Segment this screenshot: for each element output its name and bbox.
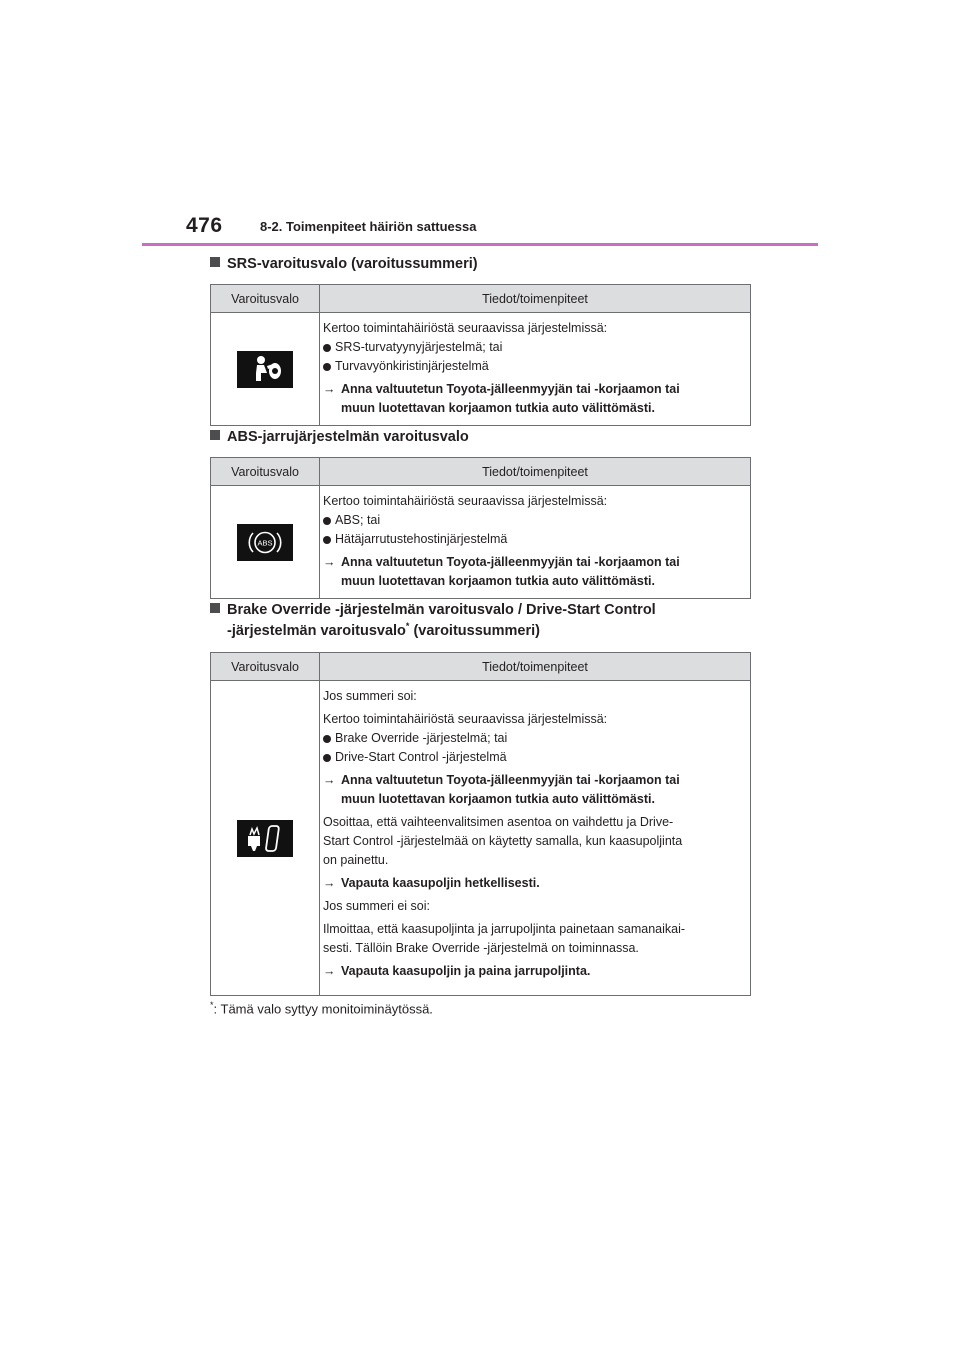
- header-divider: [142, 243, 818, 246]
- srs-action-text: → Anna valtuutetun Toyota-jälleenmyyjän tai -korjaamon tai muun luotettavan korjaamon tutkia auto välittömästi.: [323, 380, 744, 418]
- srs-airbag-warning-icon: [237, 351, 293, 388]
- shift-action-text: → Vapauta kaasupoljin hetkellisesti.: [323, 874, 744, 893]
- buzzer-on-text: Jos summeri soi:: [323, 689, 417, 703]
- abs-action-text: → Anna valtuutetun Toyota-jälleenmyyjän tai -korjaamon tai muun luotettavan korjaamon tutkia auto välittömästi.: [323, 553, 744, 591]
- brake-action-text: → Anna valtuutetun Toyota-jälleenmyyjän tai -korjaamon tai muun luotettavan korjaamon tutkia auto välittömästi.: [323, 771, 744, 809]
- heading-square-icon: [210, 430, 220, 440]
- column-header-warning-light: Varoitusvalo: [211, 653, 320, 681]
- arrow-icon: →: [323, 773, 336, 787]
- section-heading-abs: ABS-jarrujärjestelmän varoitusvalo: [210, 427, 469, 448]
- abs-warning-icon: [237, 524, 293, 561]
- column-header-warning-light: Varoitusvalo: [211, 458, 320, 486]
- list-item: Brake Override -järjestelmä; tai: [323, 729, 744, 748]
- buzzer-off-text: Jos summeri ei soi:: [323, 899, 430, 913]
- heading-square-icon: [210, 257, 220, 267]
- arrow-icon: →: [323, 555, 336, 569]
- brake-override-warning-table: [210, 652, 751, 996]
- column-header-details: Tiedot/toimenpiteet: [320, 285, 751, 313]
- pedal-info-text: Ilmoittaa, että kaasupoljinta ja jarrupoljinta painetaan samanaikai- sesti. Tällöin Brake Override -järjestelmä on toiminnassa.: [323, 922, 686, 955]
- brake-intro-text: Kertoo toimintahäiriöstä seuraavissa järjestelmissä:: [323, 712, 608, 726]
- column-header-details: Tiedot/toimenpiteet: [320, 458, 751, 486]
- section-heading-srs: SRS-varoitusvalo (varoitussummeri): [210, 254, 478, 275]
- section-heading-brake-override: Brake Override -järjestelmän varoitusvalo / Drive-Start Control -järjestelmän varoitusvalo* (varoitussummeri): [210, 600, 656, 642]
- footnote: *: Tämä valo syttyy monitoiminäytössä.: [210, 1000, 433, 1017]
- abs-warning-table: [210, 457, 751, 599]
- list-item: Turvavyönkiristinjärjestelmä: [323, 357, 744, 376]
- brake-override-warning-icon: [237, 820, 293, 857]
- abs-intro-text: Kertoo toimintahäiriöstä seuraavissa järjestelmissä:: [323, 494, 608, 508]
- arrow-icon: →: [323, 876, 336, 890]
- srs-intro-text: Kertoo toimintahäiriöstä seuraavissa järjestelmissä:: [323, 321, 608, 335]
- svg-text:ABS: ABS: [257, 538, 273, 547]
- shift-info-text: Osoittaa, että vaihteenvalitsimen asentoa on vaihdettu ja Drive- Start Control -järjestelmää on käytetty samalla, kun kaasupoljinta on painettu.: [323, 815, 683, 867]
- pedal-action-text: → Vapauta kaasupoljin ja paina jarrupoljinta.: [323, 962, 744, 981]
- arrow-icon: →: [323, 964, 336, 978]
- list-item: SRS-turvatyynyjärjestelmä; tai: [323, 338, 744, 357]
- list-item: Drive-Start Control -järjestelmä: [323, 748, 744, 767]
- arrow-icon: →: [323, 382, 336, 396]
- column-header-warning-light: Varoitusvalo: [211, 285, 320, 313]
- chapter-title: 8-2. Toimenpiteet häiriön sattuessa: [260, 219, 477, 234]
- page-number: 476: [186, 214, 223, 237]
- column-header-details: Tiedot/toimenpiteet: [320, 653, 751, 681]
- srs-warning-table: [210, 284, 751, 426]
- list-item: ABS; tai: [323, 511, 744, 530]
- list-item: Hätäjarrutustehostinjärjestelmä: [323, 530, 744, 549]
- heading-square-icon: [210, 603, 220, 613]
